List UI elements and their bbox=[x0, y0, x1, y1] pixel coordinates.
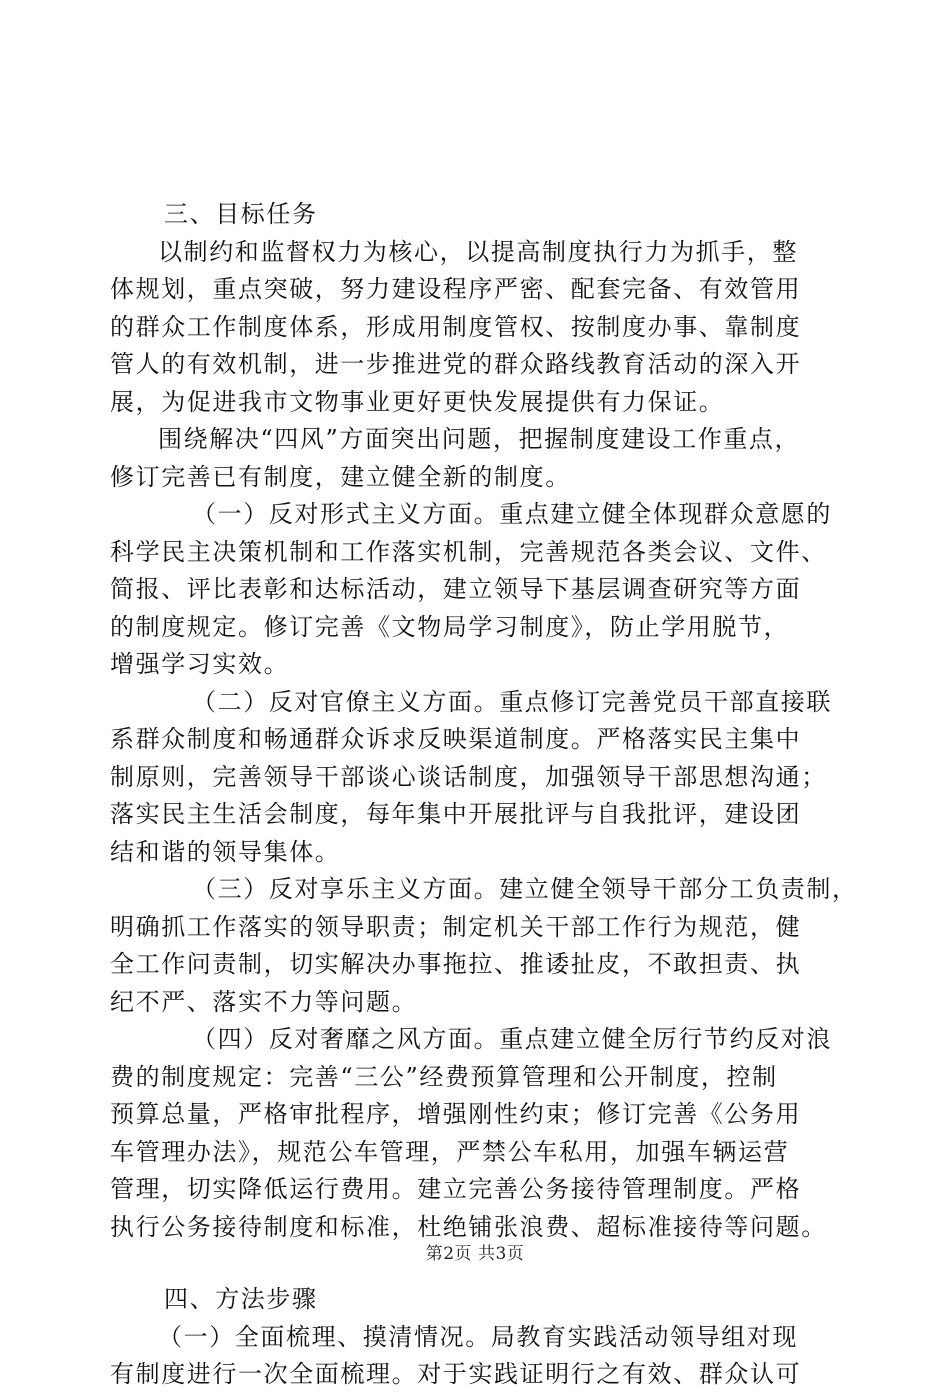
text-line: 落实民主生活会制度，每年集中开展批评与自我批评，建设团 bbox=[110, 800, 802, 828]
text-line: 展，为促进我市文物事业更好更快发展提供有力保证。 bbox=[110, 387, 725, 416]
text-line: （一）反对形式主义方面。重点建立健全体现群众意愿的 bbox=[192, 500, 832, 528]
text-line: 的制度规定。修订完善《文物局学习制度》，防止学用脱节， bbox=[110, 612, 790, 641]
text-line: （一）全面梳理、摸清情况。局教育实践活动领导组对现 bbox=[158, 1322, 798, 1351]
item-hedonism bbox=[110, 871, 858, 1021]
text-line: 执行公务接待制度和标准，杜绝铺张浪费、超标准接待等问题。 bbox=[110, 1212, 827, 1241]
item-formalism bbox=[110, 496, 840, 684]
text-line: 全工作问责制，切实解决办事拖拉、推诿扯皮，不敢担责、执 bbox=[110, 950, 802, 978]
text-line: 以制约和监督权力为核心，以提高制度执行力为抓手，整 bbox=[158, 237, 798, 266]
text-line: 有制度进行一次全面梳理。对于实践证明行之有效、群众认可 bbox=[110, 1360, 802, 1388]
text-line: 结和谐的领导集体。 bbox=[110, 837, 341, 866]
section-heading-methods: 四、方法步骤 bbox=[164, 1285, 318, 1313]
text-line: （二）反对官僚主义方面。重点修订完善党员干部直接联 bbox=[192, 687, 832, 716]
text-line: 费的制度规定：完善“三公”经费预算管理和公开制度，控制 bbox=[110, 1062, 778, 1091]
text-line: 修订完善已有制度，建立健全新的制度。 bbox=[110, 462, 571, 491]
item-review bbox=[110, 1319, 840, 1394]
text-line: 体规划，重点突破，努力建设程序严密、配套完备、有效管用 bbox=[110, 275, 802, 303]
text-line: 预算总量，严格审批程序，增强刚性约束；修订完善《公务用 bbox=[110, 1100, 802, 1128]
text-line: 简报、评比表彰和达标活动，建立领导下基层调查研究等方面 bbox=[110, 575, 802, 603]
text-line: 增强学习实效。 bbox=[110, 650, 290, 678]
section-heading-targets: 三、目标任务 bbox=[164, 200, 318, 228]
document-body bbox=[110, 196, 858, 1394]
text-line: 的群众工作制度体系，形成用制度管权、按制度办事、靠制度 bbox=[110, 312, 802, 341]
item-bureaucratism bbox=[110, 684, 840, 872]
text-line: 科学民主决策机制和工作落实机制，完善规范各类会议、文件、 bbox=[110, 537, 827, 566]
paragraph-four-winds bbox=[110, 421, 840, 496]
text-line: 制原则，完善领导干部谈心谈话制度，加强领导干部思想沟通； bbox=[110, 762, 827, 791]
text-line: （四）反对奢靡之风方面。重点建立健全厉行节约反对浪 bbox=[192, 1025, 832, 1053]
text-line: 纪不严、落实不力等问题。 bbox=[110, 987, 418, 1016]
text-line: 围绕解决“四风”方面突出问题，把握制度建设工作重点， bbox=[158, 425, 801, 453]
text-line: 车管理办法》，规范公车管理，严禁公车私用，加强车辆运营 bbox=[110, 1137, 790, 1166]
text-line: 管理，切实降低运行费用。建立完善公务接待管理制度。严格 bbox=[110, 1175, 802, 1203]
paragraph-core-goal bbox=[110, 234, 840, 422]
text-line: （三）反对享乐主义方面。建立健全领导干部分工负责制， bbox=[192, 875, 858, 903]
text-line: 系群众制度和畅通群众诉求反映渠道制度。严格落实民主集中 bbox=[110, 725, 802, 753]
page-number-footer: 第2页 共3页 bbox=[425, 1244, 525, 1264]
text-line: 明确抓工作落实的领导职责；制定机关干部工作行为规范，健 bbox=[110, 912, 802, 941]
text-line: 管人的有效机制，进一步推进党的群众路线教育活动的深入开 bbox=[110, 350, 802, 378]
item-extravagance bbox=[110, 1021, 840, 1246]
